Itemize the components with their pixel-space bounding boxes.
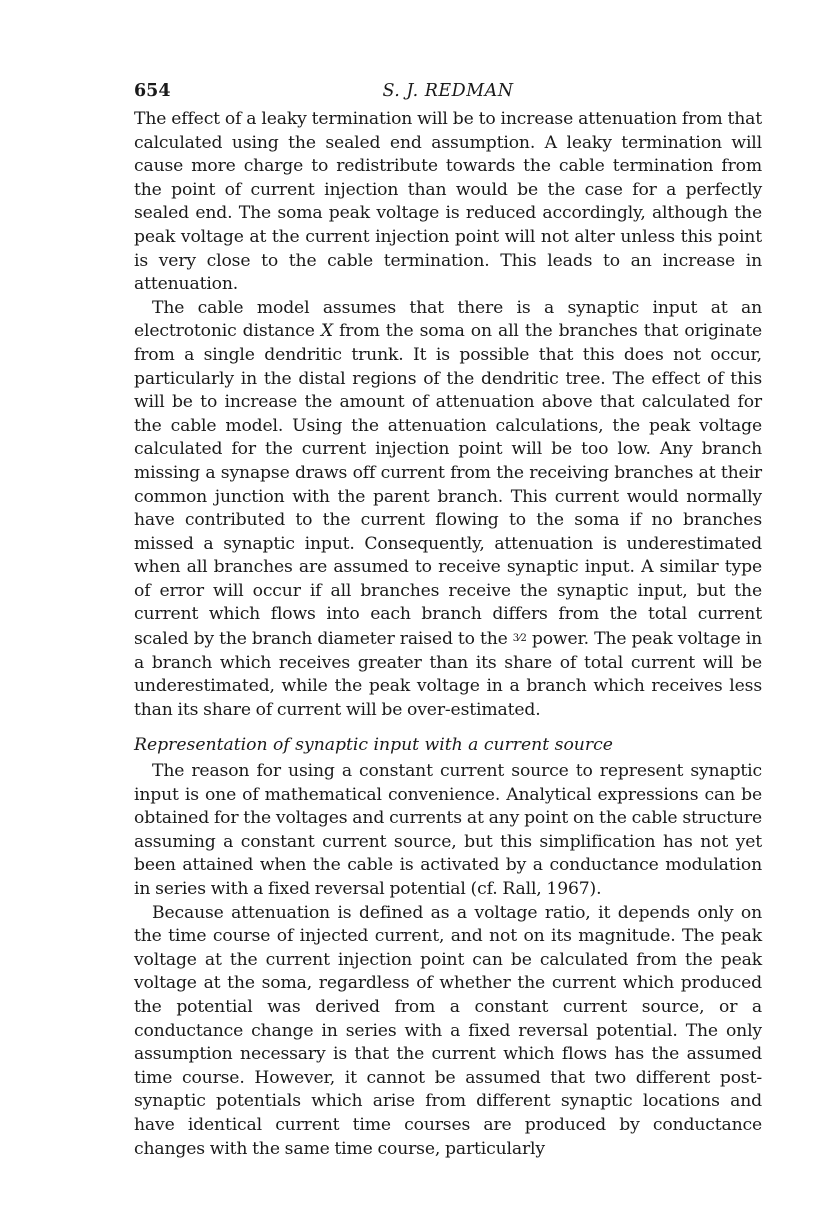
- paragraph-cable-model-part-a: The cable model assumes that there is a synaptic input at an electrotonic distance: [134, 297, 762, 342]
- page-number: 654: [134, 81, 171, 101]
- running-head: [134, 78, 762, 108]
- fraction-three-halves: 3⁄2: [512, 633, 527, 645]
- running-title: S. J. REDMAN: [382, 81, 514, 101]
- paper-page: [134, 78, 762, 1161]
- variable-x: X: [320, 321, 333, 342]
- body-text: [134, 108, 762, 1161]
- paragraph-leaky-termination: The effect of a leaky termination will be to increase attenuation from that calculated using the sealed end assumption. A leaky termination will cause more charge to redistribute towards the cable termination from the point of current injection than would be the case for a perfectly sealed end. The soma peak voltage is reduced accordingly, although the peak voltage at the current injection point will not alter unless this point is very close to the cable termination. This leads to an increase in attenuation.: [134, 109, 762, 295]
- paragraph-current-source: The reason for using a constant current source to represent synaptic input is one of mathematical convenience. Analytical expressions can be obtained for the voltages and currents at any point on the cable structure assuming a constant current source, but this simplification has not yet been attained when the cable is activated by a conductance modulation in series with a fixed reversal potential (cf. Rall, 1967).: [134, 761, 762, 899]
- paragraph-cable-model-part-c: power. The peak voltage in a branch which receives greater than its share of total current will be underestimated, while the peak voltage in a branch which receives less than its share of current will be over-estimated.: [134, 629, 763, 720]
- paragraph-attenuation-ratio: Because attenuation is defined as a voltage ratio, it depends only on the time course of injected current, and not on its magnitude. The peak voltage at the current injection point can be calculated from the peak voltage at the soma, regardless of whether the current which produced the potential was derived from a constant current source, or a conductance change in series with a fixed reversal potential. The only assumption necessary is that the current which flows has the assumed time course. However, it cannot be assumed that two different post-synaptic potentials which arise from different synaptic locations and have identical current time courses are produced by conductance changes with the same time course, particularly: [134, 902, 762, 1159]
- paragraph-cable-model-part-b: from the soma on all the branches that originate from a single dendritic trunk. It is possible that this does not occur, particularly in the distal regions of the dendritic tree. The effect of this will be to increase the amount of attenuation above that calculated for the cable model. Using the attenuation calculations, the peak voltage calculated for the current injection point will be too low. Any branch missing a synapse draws off current from the receiving branches at their common junction with the parent branch. This current would normally have contributed to the current flowing to the soma if no branches missed a synaptic input. Consequently, attenuation is underestimated when all branches are assumed to receive synaptic input. A similar type of error will occur if all branches receive the synaptic input, but the current which flows into each branch differs from the total current scaled by the branch diameter raised to the: [134, 321, 762, 650]
- section-heading: Representation of synaptic input with a current source: [134, 735, 613, 756]
- paragraph-cable-model: [134, 297, 762, 723]
